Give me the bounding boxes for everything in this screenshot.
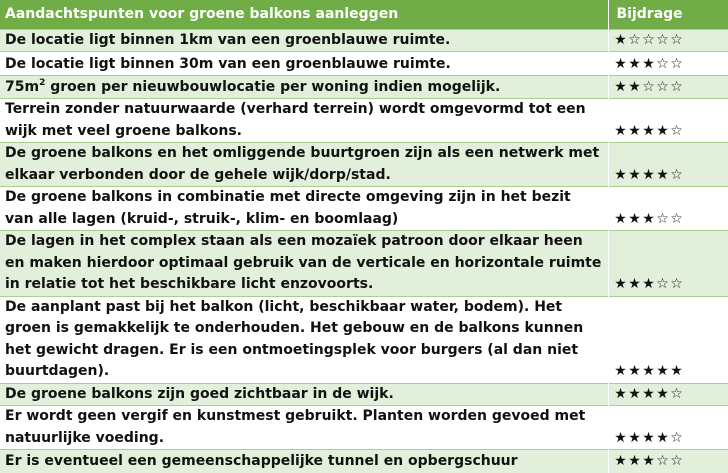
table-row [0, 296, 728, 383]
filled-star-icon: ★ [628, 363, 641, 379]
filled-star-icon: ★ [614, 78, 627, 95]
criterion-text-prefix: 75m [5, 78, 40, 95]
criterion-text: De groene balkons in combinatie met directe omgeving zijn in het bezit van alle lagen (kruid-, struik-, klim- en boomlaag) [5, 189, 571, 227]
empty-star-icon: ☆ [670, 55, 683, 72]
criterion-cell [0, 29, 608, 52]
filled-star-icon: ★ [628, 166, 641, 183]
table-row [0, 99, 728, 143]
star-rating [608, 231, 728, 297]
table-row [0, 406, 728, 450]
empty-star-icon: ☆ [628, 31, 641, 48]
filled-star-icon: ★ [614, 55, 627, 72]
empty-star-icon: ☆ [670, 276, 683, 292]
filled-star-icon: ★ [642, 363, 655, 379]
empty-star-icon: ☆ [670, 385, 683, 402]
table-row [0, 29, 728, 52]
table-header-row [0, 0, 728, 29]
criterion-cell [0, 383, 608, 406]
star-rating [608, 187, 728, 231]
filled-star-icon: ★ [628, 78, 641, 95]
filled-star-icon: ★ [642, 55, 655, 72]
filled-star-icon: ★ [642, 453, 655, 469]
star-rating [608, 76, 728, 99]
criterion-text: De locatie ligt binnen 1km van een groenblauwe ruimte. [5, 31, 451, 48]
filled-star-icon: ★ [614, 385, 627, 402]
table-row [0, 76, 728, 99]
filled-star-icon: ★ [628, 210, 641, 227]
empty-star-icon: ☆ [642, 31, 655, 48]
star-rating [608, 406, 728, 450]
filled-star-icon: ★ [614, 276, 627, 292]
criterion-cell [0, 99, 608, 143]
filled-star-icon: ★ [614, 210, 627, 227]
empty-star-icon: ☆ [670, 122, 683, 139]
filled-star-icon: ★ [656, 363, 669, 379]
criterion-text: De aanplant past bij het balkon (licht, beschikbaar water, bodem). Het groen is gemakkelijk te onderhouden. Het gebouw en de balkons kunnen het gewicht dragen. Er is een ontmoetingsplek voor burgers (al dan niet buurtdagen). [5, 298, 584, 379]
star-rating [608, 383, 728, 406]
filled-star-icon: ★ [642, 429, 655, 446]
criterion-cell [0, 187, 608, 231]
filled-star-icon: ★ [642, 122, 655, 139]
filled-star-icon: ★ [642, 166, 655, 183]
criterion-cell [0, 231, 608, 297]
filled-star-icon: ★ [628, 385, 641, 402]
star-rating [608, 296, 728, 383]
filled-star-icon: ★ [642, 210, 655, 227]
table-row [0, 143, 728, 187]
filled-star-icon: ★ [614, 363, 627, 379]
filled-star-icon: ★ [614, 166, 627, 183]
criterion-text: groen per nieuwbouwlocatie per woning indien mogelijk. [45, 78, 501, 95]
star-rating [608, 143, 728, 187]
table-row [0, 52, 728, 76]
table-row [0, 187, 728, 231]
filled-star-icon: ★ [628, 122, 641, 139]
empty-star-icon: ☆ [670, 453, 683, 469]
criterion-text: Er wordt geen vergif en kunstmest gebruikt. Planten worden gevoed met natuurlijke voeding. [5, 408, 586, 446]
empty-star-icon: ☆ [656, 55, 669, 72]
criterion-text: Terrein zonder natuurwaarde (verhard terrein) wordt omgevormd tot een wijk met veel groene balkons. [5, 101, 586, 139]
criterion-cell [0, 143, 608, 187]
criterion-text-superscript: 2 [39, 77, 46, 88]
filled-star-icon: ★ [628, 429, 641, 446]
table-row [0, 231, 728, 297]
filled-star-icon: ★ [614, 429, 627, 446]
criterion-cell [0, 406, 608, 450]
empty-star-icon: ☆ [670, 429, 683, 446]
criterion-text: De groene balkons en het omliggende buurtgroen zijn als een netwerk met elkaar verbonden door de gehele wijk/dorp/stad. [5, 145, 600, 183]
empty-star-icon: ☆ [656, 276, 669, 292]
empty-star-icon: ☆ [656, 31, 669, 48]
filled-star-icon: ★ [642, 276, 655, 292]
column-header-criteria: Aandachtspunten voor groene balkons aanleggen [0, 0, 608, 29]
table-body [0, 29, 728, 473]
empty-star-icon: ☆ [642, 78, 655, 95]
filled-star-icon: ★ [670, 363, 683, 379]
column-header-score: Bijdrage [608, 0, 728, 29]
star-rating [608, 29, 728, 52]
filled-star-icon: ★ [656, 122, 669, 139]
criterion-text: De groene balkons zijn goed zichtbaar in de wijk. [5, 385, 394, 402]
filled-star-icon: ★ [656, 385, 669, 402]
filled-star-icon: ★ [614, 453, 627, 469]
empty-star-icon: ☆ [670, 31, 683, 48]
filled-star-icon: ★ [628, 55, 641, 72]
empty-star-icon: ☆ [656, 453, 669, 469]
empty-star-icon: ☆ [670, 78, 683, 95]
filled-star-icon: ★ [614, 122, 627, 139]
criterion-text: De locatie ligt binnen 30m van een groenblauwe ruimte. [5, 55, 451, 72]
criterion-text: De lagen in het complex staan als een mozaïek patroon door elkaar heen en maken hierdoor optimaal gebruik van de verticale en horizontale ruimte in relatie tot het beschikbare licht enzovoorts. [5, 233, 602, 292]
empty-star-icon: ☆ [670, 166, 683, 183]
empty-star-icon: ☆ [656, 210, 669, 227]
criterion-cell [0, 76, 608, 99]
filled-star-icon: ★ [628, 276, 641, 292]
criterion-cell [0, 52, 608, 76]
table-row [0, 383, 728, 406]
filled-star-icon: ★ [642, 385, 655, 402]
filled-star-icon: ★ [614, 31, 627, 48]
criterion-cell [0, 296, 608, 383]
empty-star-icon: ☆ [656, 78, 669, 95]
filled-star-icon: ★ [656, 166, 669, 183]
star-rating [608, 99, 728, 143]
filled-star-icon: ★ [656, 429, 669, 446]
filled-star-icon: ★ [628, 453, 641, 469]
empty-star-icon: ☆ [670, 210, 683, 227]
star-rating [608, 52, 728, 76]
criterion-text: Er is eventueel een gemeenschappelijke tunnel en opbergschuur [5, 453, 518, 469]
